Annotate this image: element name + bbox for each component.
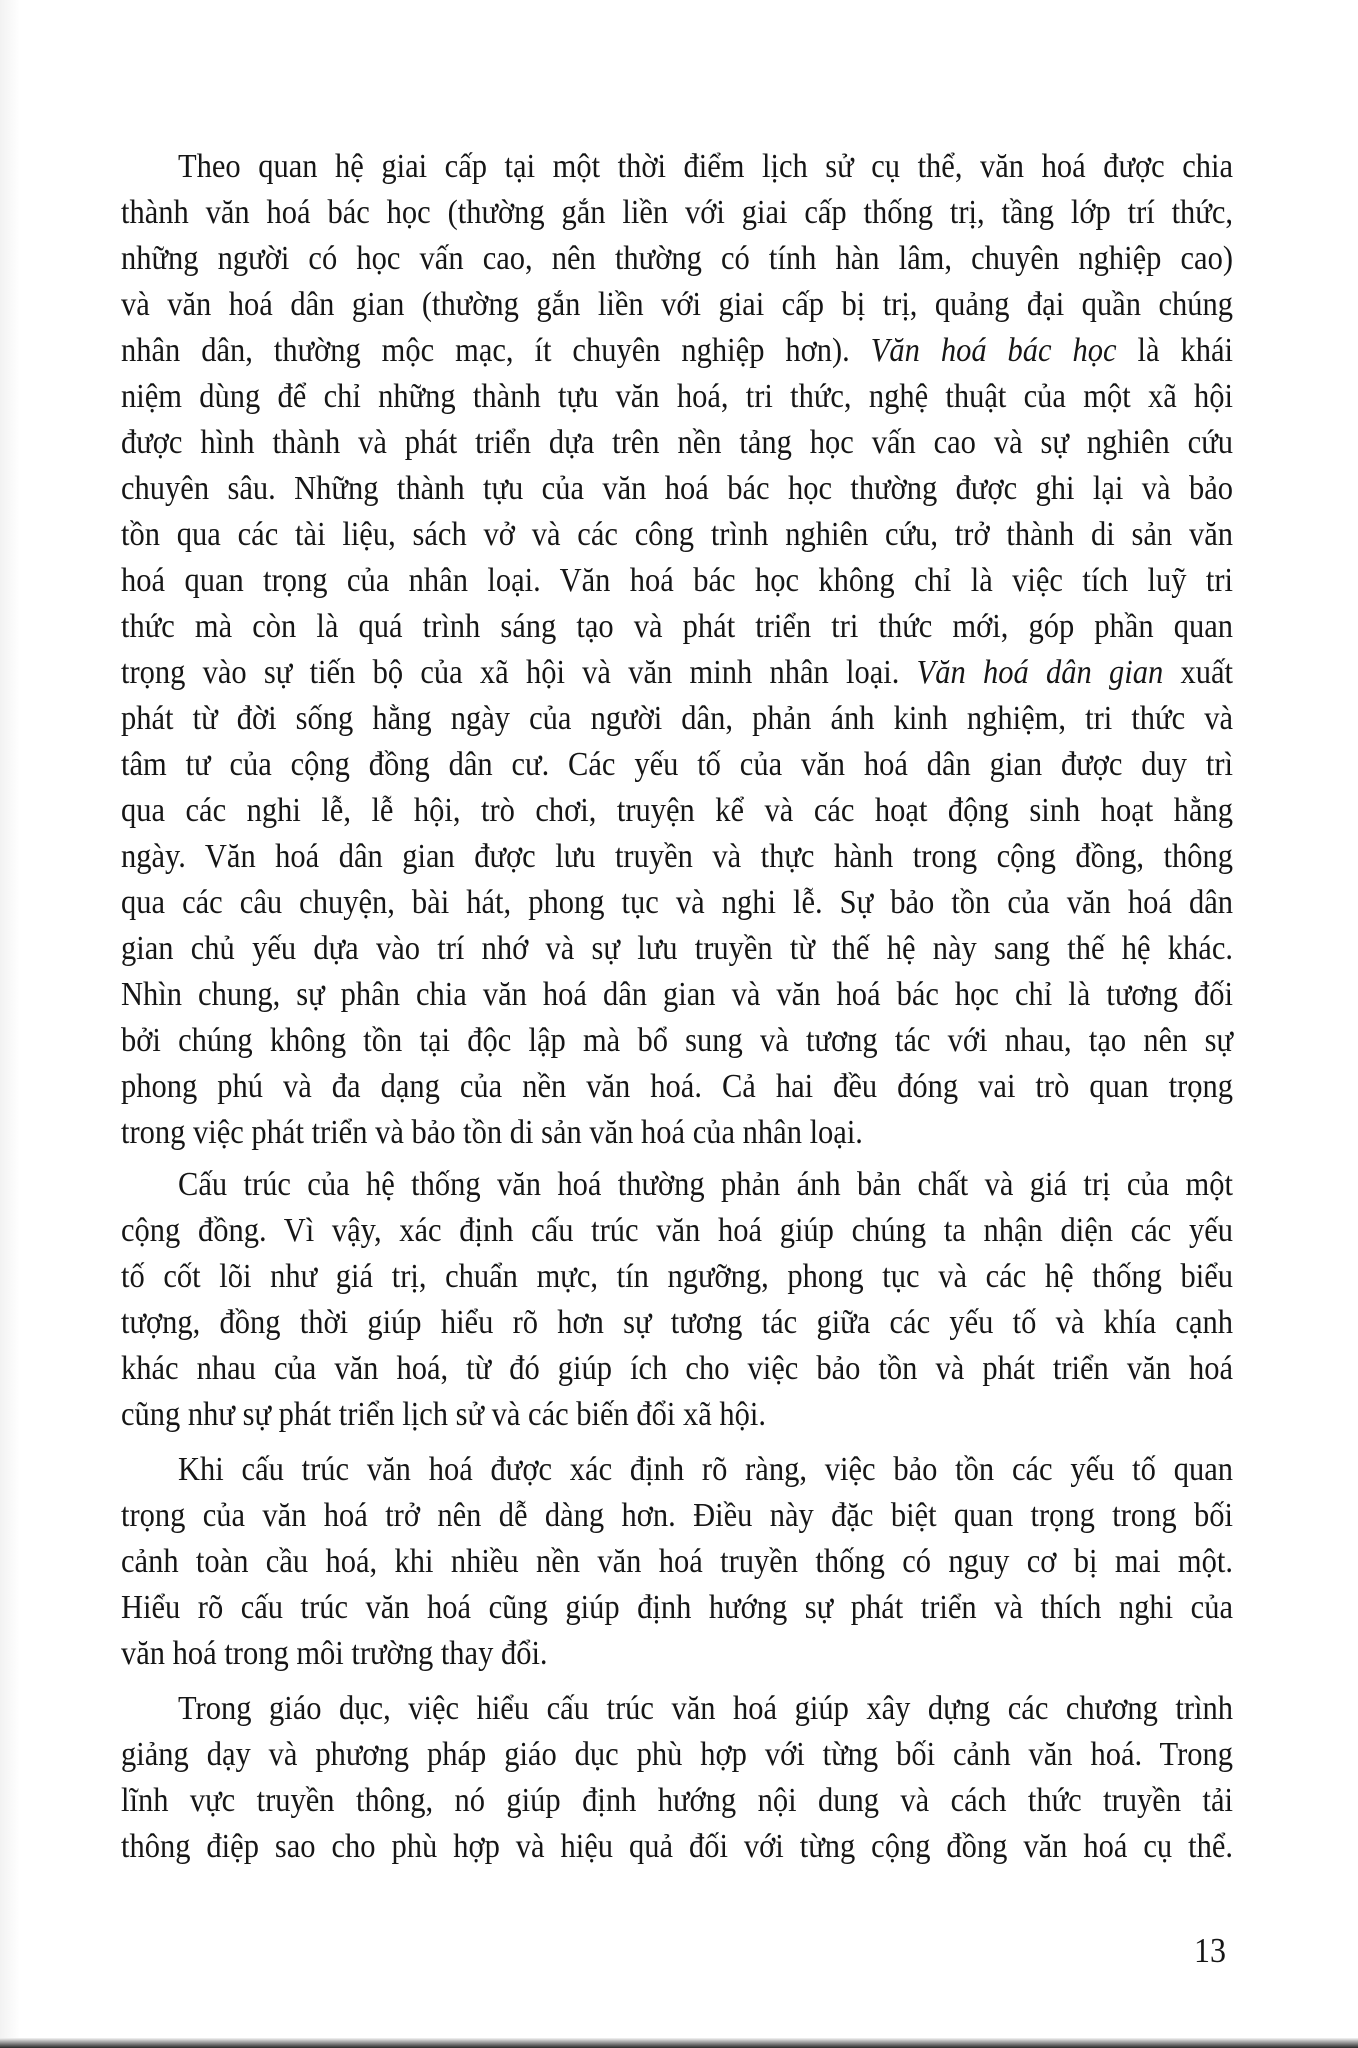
- text-segment: phát từ đời sống hằng ngày của người dân, phản ánh kinh nghiệm, tri thức và: [121, 699, 1233, 737]
- text-line: [121, 1297, 1233, 1348]
- text-line: [121, 417, 1233, 468]
- text-segment: thức mà còn là quá trình sáng tạo và phát triển tri thức mới, góp phần quan: [121, 607, 1233, 645]
- page-number: 13: [1194, 1930, 1226, 1970]
- text-line: [121, 1729, 1233, 1780]
- text-line: [121, 647, 1233, 698]
- text-line: [121, 141, 1233, 192]
- text-line: [121, 739, 1233, 790]
- text-segment: Theo quan hệ giai cấp tại một thời điểm lịch sử cụ thể, văn hoá được chia: [178, 147, 1233, 185]
- text-segment: Trong giáo dục, việc hiểu cấu trúc văn hoá giúp xây dựng các chương trình: [178, 1689, 1233, 1727]
- text-line: [121, 1251, 1233, 1302]
- text-segment: cảnh toàn cầu hoá, khi nhiều nền văn hoá truyền thống có nguy cơ bị mai một.: [121, 1542, 1233, 1580]
- text-segment: Nhìn chung, sự phân chia văn hoá dân gian và văn hoá bác học chỉ là tương đối: [121, 975, 1233, 1013]
- text-line: [121, 325, 1233, 376]
- text-line: [121, 1683, 1233, 1734]
- paragraph: [121, 1685, 1233, 1869]
- paragraph: [121, 143, 1233, 1155]
- text-segment: và văn hoá dân gian (thường gắn liền với giai cấp bị trị, quảng đại quần chúng: [121, 285, 1233, 323]
- text-segment: những người có học vấn cao, nên thường có tính hàn lâm, chuyên nghiệp cao): [121, 239, 1233, 277]
- scan-bottom-edge: [0, 2038, 1358, 2048]
- text-line: [121, 693, 1233, 744]
- text-line: [121, 1159, 1233, 1210]
- text-segment: trọng vào sự tiến bộ của xã hội và văn minh nhân loại.: [121, 653, 917, 691]
- text-line: [121, 1205, 1233, 1256]
- text-segment: bởi chúng không tồn tại độc lập mà bổ sung và tương tác với nhau, tạo nên sự: [121, 1021, 1233, 1059]
- text-segment: phong phú và đa dạng của nền văn hoá. Cả hai đều đóng vai trò quan trọng: [121, 1067, 1233, 1105]
- text-segment: qua các câu chuyện, bài hát, phong tục và nghi lễ. Sự bảo tồn của văn hoá dân: [121, 883, 1233, 921]
- italic-term: Văn hoá bác học: [870, 331, 1117, 369]
- text-segment: là khái: [1116, 331, 1233, 369]
- text-line: [121, 1061, 1233, 1112]
- page-edge-shadow: [0, 0, 20, 2048]
- text-segment: nhân dân, thường mộc mạc, ít chuyên nghiệp hơn).: [121, 331, 871, 369]
- text-segment: Hiểu rõ cấu trúc văn hoá cũng giúp định hướng sự phát triển và thích nghi của: [121, 1588, 1233, 1626]
- text-line: [121, 601, 1233, 652]
- text-line: [121, 555, 1233, 606]
- text-line: [121, 1775, 1233, 1826]
- text-line: [121, 1444, 1233, 1495]
- text-line: [121, 1389, 1233, 1440]
- text-line: [121, 1628, 1233, 1679]
- text-segment: khác nhau của văn hoá, từ đó giúp ích cho việc bảo tồn và phát triển văn hoá: [121, 1349, 1233, 1387]
- text-segment: giảng dạy và phương pháp giáo dục phù hợp với từng bối cảnh văn hoá. Trong: [121, 1735, 1233, 1773]
- text-line: [121, 969, 1233, 1020]
- text-line: [121, 1490, 1233, 1541]
- text-segment: tâm tư của cộng đồng dân cư. Các yếu tố của văn hoá dân gian được duy trì: [121, 745, 1233, 783]
- text-segment: thông điệp sao cho phù hợp và hiệu quả đối với từng cộng đồng văn hoá cụ thể.: [121, 1827, 1233, 1865]
- text-segment: niệm dùng để chỉ những thành tựu văn hoá, tri thức, nghệ thuật của một xã hội: [121, 377, 1233, 415]
- text-line: [121, 371, 1233, 422]
- text-segment: Khi cấu trúc văn hoá được xác định rõ ràng, việc bảo tồn các yếu tố quan: [178, 1450, 1233, 1488]
- text-segment: được hình thành và phát triển dựa trên nền tảng học vấn cao và sự nghiên cứu: [121, 423, 1233, 461]
- text-segment: chuyên sâu. Những thành tựu của văn hoá bác học thường được ghi lại và bảo: [121, 469, 1233, 507]
- text-line: [121, 279, 1233, 330]
- text-line: [121, 1107, 1233, 1158]
- text-segment: gian chủ yếu dựa vào trí nhớ và sự lưu truyền từ thế hệ này sang thế hệ khác.: [121, 929, 1233, 967]
- text-line: [121, 831, 1233, 882]
- text-line: [121, 187, 1233, 238]
- text-line: [121, 877, 1233, 928]
- text-line: [121, 1821, 1233, 1872]
- text-segment: qua các nghi lễ, lễ hội, trò chơi, truyện kể và các hoạt động sinh hoạt hằng: [121, 791, 1233, 829]
- paragraph: [121, 1446, 1233, 1676]
- paragraph: [121, 1161, 1233, 1437]
- text-line: [121, 1536, 1233, 1587]
- text-segment: tồn qua các tài liệu, sách vở và các công trình nghiên cứu, trở thành di sản văn: [121, 515, 1233, 553]
- text-segment: cũng như sự phát triển lịch sử và các biến đổi xã hội.: [121, 1395, 767, 1433]
- text-line: [121, 233, 1233, 284]
- text-line: [121, 1582, 1233, 1633]
- text-segment: trong việc phát triển và bảo tồn di sản văn hoá của nhân loại.: [121, 1113, 863, 1151]
- text-line: [121, 509, 1233, 560]
- text-segment: tố cốt lõi như giá trị, chuẩn mực, tín ngưỡng, phong tục và các hệ thống biểu: [121, 1257, 1233, 1295]
- text-segment: xuất: [1163, 653, 1233, 691]
- text-segment: cộng đồng. Vì vậy, xác định cấu trúc văn hoá giúp chúng ta nhận diện các yếu: [121, 1211, 1233, 1249]
- text-line: [121, 785, 1233, 836]
- text-line: [121, 1343, 1233, 1394]
- italic-term: Văn hoá dân gian: [916, 653, 1164, 691]
- text-segment: trọng của văn hoá trở nên dễ dàng hơn. Điều này đặc biệt quan trọng trong bối: [121, 1496, 1233, 1534]
- text-line: [121, 1015, 1233, 1066]
- text-segment: lĩnh vực truyền thông, nó giúp định hướng nội dung và cách thức truyền tải: [121, 1781, 1233, 1819]
- text-line: [121, 463, 1233, 514]
- text-segment: ngày. Văn hoá dân gian được lưu truyền và thực hành trong cộng đồng, thông: [121, 837, 1233, 875]
- text-line: [121, 923, 1233, 974]
- text-segment: văn hoá trong môi trường thay đổi.: [121, 1634, 548, 1672]
- text-segment: Cấu trúc của hệ thống văn hoá thường phản ánh bản chất và giá trị của một: [178, 1165, 1233, 1203]
- text-segment: tượng, đồng thời giúp hiểu rõ hơn sự tương tác giữa các yếu tố và khía cạnh: [121, 1303, 1233, 1341]
- text-segment: thành văn hoá bác học (thường gắn liền với giai cấp thống trị, tầng lớp trí thức,: [121, 193, 1233, 231]
- text-segment: hoá quan trọng của nhân loại. Văn hoá bác học không chỉ là việc tích luỹ tri: [121, 561, 1233, 599]
